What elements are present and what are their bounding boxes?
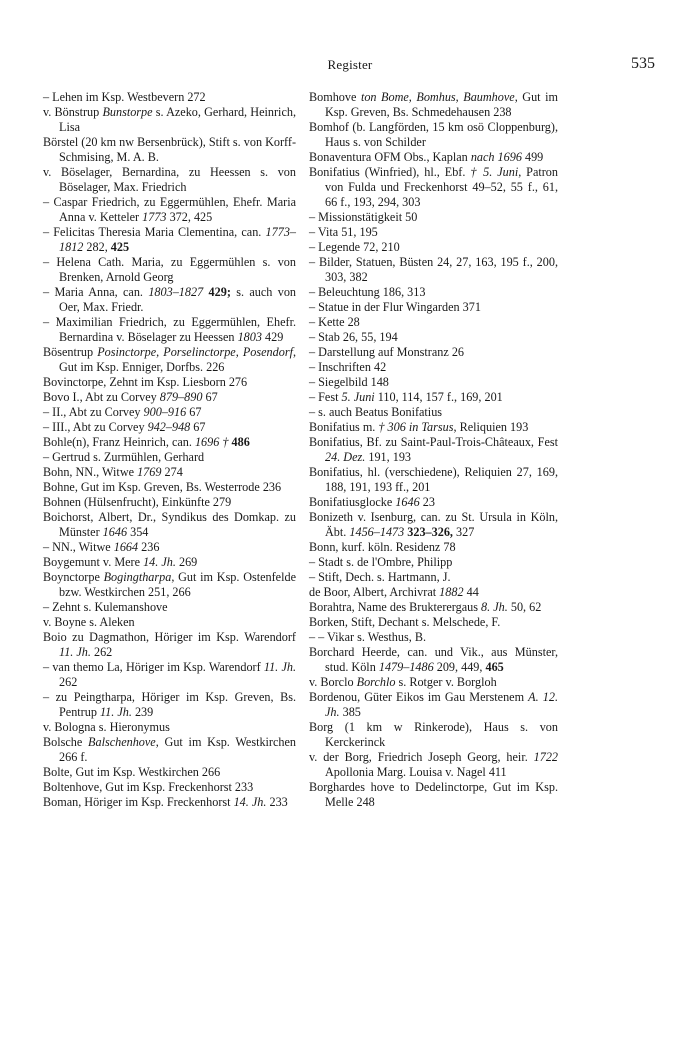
index-entry: Bonifatiusglocke 1646 23 bbox=[309, 495, 435, 509]
index-entry: – Missionstätigkeit 50 bbox=[309, 210, 418, 224]
index-entry: – Vita 51, 195 bbox=[309, 225, 378, 239]
index-entry: v. Borclo Borchlo s. Rotger v. Borgloh bbox=[309, 675, 497, 689]
index-entry: v. Böselager, Bernardina, zu Heessen s. von Böselager, Max. Friedrich bbox=[43, 165, 296, 194]
index-entry: Bösentrup Posinctorpe, Porselinctorpe, Posendorf, Gut im Ksp. Enniger, Dorfbs. 226 bbox=[43, 345, 296, 374]
index-entry: Bonizeth v. Isenburg, can. zu St. Ursula in Köln, Äbt. 1456–1473 323–326, 327 bbox=[309, 510, 558, 539]
index-entry: Bohnen (Hülsenfrucht), Einkünfte 279 bbox=[43, 495, 232, 509]
index-entry: Bolsche Balschenhove, Gut im Ksp. Westkirchen 266 f. bbox=[43, 735, 296, 764]
index-entry: – Stadt s. de l'Ombre, Philipp bbox=[309, 555, 453, 569]
index-entry: Bonifatius, hl. (verschiedene), Reliquien 27, 169, 188, 191, 193 ff., 201 bbox=[309, 465, 558, 494]
index-entry: v. Boyne s. Aleken bbox=[43, 615, 135, 629]
index-entry: Boman, Höriger im Ksp. Freckenhorst 14. Jh. 233 bbox=[43, 795, 288, 809]
index-entry: – Stift, Dech. s. Hartmann, J. bbox=[309, 570, 451, 584]
index-entry: Bonifatius m. † 306 in Tarsus, Reliquien 193 bbox=[309, 420, 529, 434]
index-column-left bbox=[43, 90, 296, 810]
index-entry: – Helena Cath. Maria, zu Eggermühlen s. von Brenken, Arnold Georg bbox=[43, 255, 296, 284]
index-entry: – Stab 26, 55, 194 bbox=[309, 330, 398, 344]
index-entry: – Darstellung auf Monstranz 26 bbox=[309, 345, 465, 359]
index-entry: Bohne, Gut im Ksp. Greven, Bs. Westerrode 236 bbox=[43, 480, 282, 494]
index-entry: – Felicitas Theresia Maria Clementina, can. 1773–1812 282, 425 bbox=[43, 225, 296, 254]
index-entry: Borghardes hove to Dedelinctorpe, Gut im Ksp. Melle 248 bbox=[309, 780, 558, 809]
index-entry: Boichorst, Albert, Dr., Syndikus des Domkap. zu Münster 1646 354 bbox=[43, 510, 296, 539]
index-entry: Bolte, Gut im Ksp. Westkirchen 266 bbox=[43, 765, 221, 779]
index-entry: – Statue in der Flur Wingarden 371 bbox=[309, 300, 481, 314]
index-entry: Borg (1 km w Rinkerode), Haus s. von Kerckerinck bbox=[309, 720, 558, 749]
index-entry: Bonifatius (Winfried), hl., Ebf. † 5. Juni, Patron von Fulda und Freckenhorst 49–52, 55 f., 61, 66 f., 193, 294, 303 bbox=[309, 165, 558, 209]
index-entry: – Zehnt s. Kulemanshove bbox=[43, 600, 168, 614]
index-entry: Boynctorpe Bogingtharpa, Gut im Ksp. Ostenfelde bzw. Westkirchen 251, 266 bbox=[43, 570, 296, 599]
index-entry: Bonaventura OFM Obs., Kaplan nach 1696 499 bbox=[309, 150, 544, 164]
index-entry: – NN., Witwe 1664 236 bbox=[43, 540, 160, 554]
index-entry: – Caspar Friedrich, zu Eggermühlen, Ehefr. Maria Anna v. Ketteler 1773 372, 425 bbox=[43, 195, 296, 224]
index-entry: Börstel (20 km nw Bersenbrück), Stift s. von Korff-Schmising, M. A. B. bbox=[43, 135, 296, 164]
index-entry: – Bilder, Statuen, Büsten 24, 27, 163, 195 f., 200, 303, 382 bbox=[309, 255, 558, 284]
index-entry: – zu Peingtharpa, Höriger im Ksp. Greven, Bs. Pentrup 11. Jh. 239 bbox=[43, 690, 296, 719]
index-entry: – Maximilian Friedrich, zu Eggermühlen, Ehefr. Bernardina v. Böselager zu Heessen 1803 429 bbox=[43, 315, 296, 344]
index-entry: – Siegelbild 148 bbox=[309, 375, 389, 389]
index-entry: Bohle(n), Franz Heinrich, can. 1696 † 486 bbox=[43, 435, 250, 449]
index-entry: Bomhove ton Bome, Bomhus, Baumhove, Gut im Ksp. Greven, Bs. Schmedehausen 238 bbox=[309, 90, 558, 119]
index-entry: Bovo I., Abt zu Corvey 879–890 67 bbox=[43, 390, 218, 404]
index-entry: – Beleuchtung 186, 313 bbox=[309, 285, 426, 299]
index-entry: – II., Abt zu Corvey 900–916 67 bbox=[43, 405, 202, 419]
index-entry: – III., Abt zu Corvey 942–948 67 bbox=[43, 420, 206, 434]
index-entry: Borchard Heerde, can. und Vik., aus Münster, stud. Köln 1479–1486 209, 449, 465 bbox=[309, 645, 558, 674]
index-entry: – Inschriften 42 bbox=[309, 360, 387, 374]
index-entry: – van themo La, Höriger im Ksp. Warendorf 11. Jh. 262 bbox=[43, 660, 296, 689]
index-entry: Borahtra, Name des Brukterergaus 8. Jh. 50, 62 bbox=[309, 600, 542, 614]
index-entry: Bonifatius, Bf. zu Saint-Paul-Trois-Châteaux, Fest 24. Dez. 191, 193 bbox=[309, 435, 558, 464]
index-entry: – Legende 72, 210 bbox=[309, 240, 400, 254]
index-entry: Bonn, kurf. köln. Residenz 78 bbox=[309, 540, 456, 554]
index-entry: – s. auch Beatus Bonifatius bbox=[309, 405, 443, 419]
index-entry: Bomhof (b. Langförden, 15 km osö Cloppenburg), Haus s. von Schilder bbox=[309, 120, 558, 149]
index-entry: – Fest 5. Juni 110, 114, 157 f., 169, 201 bbox=[309, 390, 503, 404]
running-header-title: Register bbox=[327, 57, 373, 72]
index-column-right bbox=[309, 90, 558, 810]
index-entry: v. Bönstrup Bunstorpe s. Azeko, Gerhard, Heinrich, Lisa bbox=[43, 105, 296, 134]
index-entry: – Maria Anna, can. 1803–1827 429; s. auch von Oer, Max. Friedr. bbox=[43, 285, 297, 314]
index-entry: Boio zu Dagmathon, Höriger im Ksp. Warendorf 11. Jh. 262 bbox=[43, 630, 296, 659]
index-entry: v. Bologna s. Hieronymus bbox=[43, 720, 170, 734]
index-entry: – Lehen im Ksp. Westbevern 272 bbox=[43, 90, 206, 104]
index-entry: Bovinctorpe, Zehnt im Ksp. Liesborn 276 bbox=[43, 375, 248, 389]
index-entry: Borken, Stift, Dechant s. Melschede, F. bbox=[309, 615, 501, 629]
index-entry: Boygemunt v. Mere 14. Jh. 269 bbox=[43, 555, 198, 569]
index-entry: v. der Borg, Friedrich Joseph Georg, heir. 1722 Apollonia Marg. Louisa v. Nagel 411 bbox=[309, 750, 558, 779]
index-entry: – – Vikar s. Westhus, B. bbox=[309, 630, 427, 644]
index-entry: Boltenhove, Gut im Ksp. Freckenhorst 233 bbox=[43, 780, 254, 794]
index-entry: – Gertrud s. Zurmühlen, Gerhard bbox=[43, 450, 205, 464]
index-entry: Bordenou, Güter Eikos im Gau Merstenem A. 12. Jh. 385 bbox=[309, 690, 558, 719]
index-entry: de Boor, Albert, Archivrat 1882 44 bbox=[309, 585, 479, 599]
index-entry: – Kette 28 bbox=[309, 315, 360, 329]
index-entry: Bohn, NN., Witwe 1769 274 bbox=[43, 465, 183, 479]
page-number: 535 bbox=[631, 55, 655, 72]
